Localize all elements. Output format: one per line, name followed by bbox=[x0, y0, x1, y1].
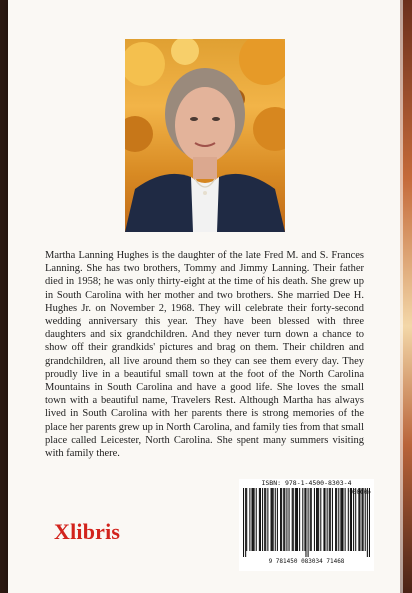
barcode-bar bbox=[318, 488, 319, 551]
barcode-bar bbox=[267, 488, 268, 551]
barcode-bar bbox=[299, 488, 300, 551]
barcode-bar bbox=[342, 488, 343, 551]
barcode-bar bbox=[353, 488, 354, 551]
barcode-bar bbox=[265, 488, 266, 551]
barcode-bars bbox=[243, 488, 370, 557]
barcode-bar bbox=[335, 488, 336, 551]
barcode-bar bbox=[369, 488, 370, 557]
barcode-bar bbox=[254, 488, 255, 551]
barcode-bar bbox=[340, 488, 341, 551]
barcode-bar bbox=[251, 488, 252, 551]
publisher-logo: Xlibris bbox=[54, 519, 121, 544]
barcode-bar bbox=[358, 488, 359, 551]
barcode-bar bbox=[314, 488, 315, 551]
barcode-bar bbox=[324, 488, 325, 551]
barcode-bar bbox=[348, 488, 349, 551]
barcode-bar bbox=[292, 488, 293, 551]
barcode-bar bbox=[345, 488, 346, 551]
barcode-bar bbox=[341, 488, 342, 551]
barcode-bar bbox=[365, 488, 366, 551]
barcode-bar bbox=[256, 488, 257, 551]
barcode-bar bbox=[243, 488, 244, 557]
barcode-bar bbox=[310, 488, 311, 551]
barcode-bar bbox=[272, 488, 273, 551]
barcode-bar bbox=[351, 488, 352, 551]
barcode-bar bbox=[271, 488, 272, 551]
barcode-bar bbox=[336, 488, 337, 551]
barcode-bar bbox=[275, 488, 276, 551]
barcode-bar bbox=[355, 488, 356, 551]
barcode-bar bbox=[308, 488, 309, 557]
barcode-bar bbox=[317, 488, 318, 551]
barcode-bar bbox=[320, 488, 321, 551]
barcode-bar bbox=[260, 488, 261, 551]
barcode-bar bbox=[323, 488, 324, 551]
barcode-bar bbox=[277, 488, 278, 551]
barcode-bar bbox=[316, 488, 317, 551]
barcode-bar bbox=[297, 488, 298, 551]
barcode-bar bbox=[338, 488, 339, 551]
barcode-bar bbox=[246, 488, 247, 551]
barcode-bar bbox=[249, 488, 250, 551]
author-portrait-image bbox=[125, 39, 285, 232]
barcode-bar bbox=[359, 488, 360, 551]
author-photo bbox=[125, 39, 285, 232]
barcode-bar bbox=[311, 488, 312, 551]
barcode-bar bbox=[367, 488, 368, 557]
barcode-bar bbox=[295, 488, 296, 551]
barcode-bar bbox=[302, 488, 303, 551]
barcode-bar bbox=[259, 488, 260, 551]
barcode-bar bbox=[273, 488, 274, 551]
barcode-bar bbox=[262, 488, 263, 551]
barcode-bar bbox=[330, 488, 331, 551]
adjacent-cover-edge bbox=[400, 0, 412, 593]
barcode-bar bbox=[264, 488, 265, 551]
barcode-bar bbox=[293, 488, 294, 551]
barcode-bar bbox=[253, 488, 254, 551]
barcode-bar bbox=[305, 488, 306, 557]
barcode-bar bbox=[280, 488, 281, 551]
barcode-bar bbox=[283, 488, 284, 551]
barcode-bar bbox=[350, 488, 351, 551]
barcode-number: 9 781450 083034 71468 bbox=[268, 558, 345, 565]
barcode-bar bbox=[289, 488, 290, 551]
price-code: 90000> bbox=[349, 489, 371, 496]
isbn-label: ISBN: 978-1-4500-8303-4 bbox=[261, 479, 352, 487]
barcode-bar bbox=[284, 488, 285, 551]
barcode-bar bbox=[327, 488, 328, 551]
isbn-barcode bbox=[239, 479, 374, 571]
barcode-bar bbox=[362, 488, 363, 551]
barcode-bar bbox=[296, 488, 297, 551]
barcode-bar bbox=[286, 488, 287, 551]
barcode-bar bbox=[304, 488, 305, 551]
barcode-bar bbox=[332, 488, 333, 551]
edge-highlight bbox=[400, 0, 403, 593]
barcode-bar bbox=[245, 488, 246, 557]
barcode-bar bbox=[281, 488, 282, 551]
barcode-bar bbox=[329, 488, 330, 551]
back-cover bbox=[8, 0, 400, 593]
author-biography: Martha Lanning Hughes is the daughter of the late Fred M. and S. Frances Lanning. She has two brothers, Tommy and Jimmy Lanning. Their father died in 1958; he was only thirty-eight at the time of his death. She grew up in South Carolina with her mother and two brothers. She married Dee H. Hughes Jr. on November 2, 1968. They will celebrate their forty-second wedding anniversary this year. They have been blessed with three daughters and six grandchildren. And they never turn down a chance to show off their grandkids' pictures and brag on them. Their children and grandchildren, all live around them so they can see them every day. They proudly live in a beautiful small town at the foot of the North Carolina Mountains in South Carolina and have a good life. She loves the small town with a beautiful name, Travelers Rest. Although Martha has always lived in South Carolina with her parents there is strong memories of the place her parents grew up in North Carolina, and family ties from that small place called Leicester, North Carolina. She spent many summers visiting with family there. bbox=[45, 250, 364, 460]
barcode-bar bbox=[363, 488, 364, 551]
